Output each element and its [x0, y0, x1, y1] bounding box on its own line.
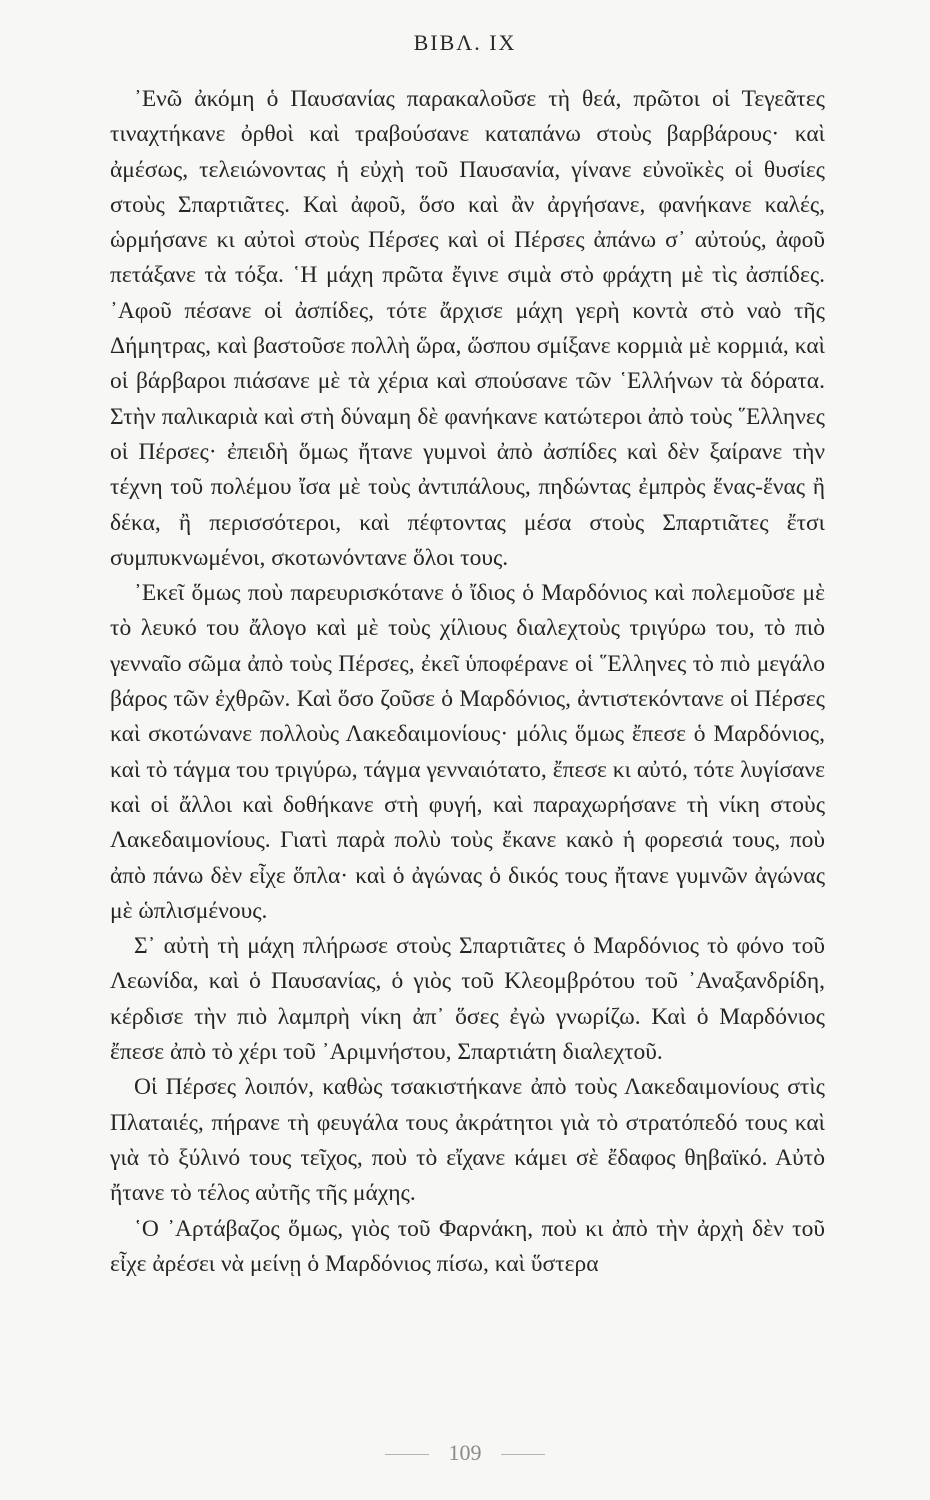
paragraph-1: ᾿Ενῶ ἀκόμη ὁ Παυσανίας παρακαλοῦσε τὴ θεά, πρῶτοι οἱ Τεγεᾶτες τιναχτήκανε ὀρθοὶ καὶ τραβούσανε καταπάνω στοὺς βαρβάρους· καὶ ἀμέσως, τελειώνοντας ἡ εὐχὴ τοῦ Παυσανία, γίνανε εὐνοϊκὲς οἱ θυσίες στοὺς Σπαρτιᾶτες. Καὶ ἀφοῦ, ὅσο καὶ ἂν ἀργήσανε, φανήκανε καλές, ὡρμήσανε κι αὐτοὶ στοὺς Πέρσες καὶ οἱ Πέρσες ἀπάνω σ᾿ αὐτούς, ἀφοῦ πετάξανε τὰ τόξα. ῾Η μάχη πρῶτα ἔγινε σιμὰ στὸ φράχτη μὲ τὶς ἀσπίδες. ᾿Αφοῦ πέσανε οἱ ἀσπίδες, τότε ἄρχισε μάχη γερὴ κοντὰ στὸ ναὸ τῆς Δήμητρας, καὶ βαστοῦσε πολλὴ ὥρα, ὥσπου σμίξανε κορμιὰ μὲ κορμιά, καὶ οἱ βάρβαροι πιάσανε μὲ τὰ χέρια καὶ σπούσανε τῶν ῾Ελλήνων τὰ δόρατα. Στὴν παλικαριὰ καὶ στὴ δύναμη δὲ φανήκανε κατώτεροι ἀπὸ τοὺς ῞Ελληνες οἱ Πέρσες· ἐπειδὴ ὅμως ἤτανε γυμνοὶ ἀπὸ ἀσπίδες καὶ δὲν ξαίρανε τὴν τέχνη τοῦ πολέμου ἴσα μὲ τοὺς ἀντιπάλους, πηδώντας ἐμπρὸς ἕνας-ἕνας ἢ δέκα, ἢ περισσότεροι, καὶ πέφτοντας μέσα στοὺς Σπαρτιᾶτες ἔτσι συμπυκνωμένοι, σκοτωνόντανε ὅλοι τους.	[110, 86, 825, 571]
paragraph-3: Σ᾿ αὐτὴ τὴ μάχη πλήρωσε στοὺς Σπαρτιᾶτες ὁ Μαρδόνιος τὸ φόνο τοῦ Λεωνίδα, καὶ ὁ Παυσανίας, ὁ γιὸς τοῦ Κλεομβρότου τοῦ ᾿Αναξανδρίδη, κέρδισε τὴν πιὸ λαμπρὴ νίκη ἀπ᾿ ὅσες ἐγὼ γνωρίζω. Καὶ ὁ Μαρδόνιος ἔπεσε ἀπὸ τὸ χέρι τοῦ ᾿Αριμνήστου, Σπαρτιάτη διαλεχτοῦ.	[110, 933, 825, 1066]
paragraph-4: Οἱ Πέρσες λοιπόν, καθὼς τσακιστήκανε ἀπὸ τοὺς Λακεδαιμονίους στὶς Πλαταιές, πήρανε τὴ φευγάλα τους ἀκράτητοι γιὰ τὸ στρατόπεδό τους καὶ γιὰ τὸ ξύλινό τους τεῖχος, ποὺ τὸ εἴχανε κάμει σὲ ἔδαφος θηβαϊκό. Αὐτὸ ἤτανε τὸ τέλος αὐτῆς τῆς μάχης.	[110, 1074, 825, 1207]
folio-dash-right	[501, 1454, 545, 1455]
paragraph-5: ῾Ο ᾿Αρτάβαζος ὅμως, γιὸς τοῦ Φαρνάκη, ποὺ κι ἀπὸ τὴν ἀρχὴ δὲν τοῦ εἶχε ἀρέσει νὰ μείνῃ ὁ Μαρδόνιος πίσω, καὶ ὕστερα	[110, 1215, 825, 1277]
body-text	[110, 82, 825, 1282]
page-number: 109	[448, 1440, 482, 1465]
page-footer	[0, 1440, 930, 1466]
folio-dash-left	[385, 1454, 429, 1455]
running-head: ΒΙΒΛ. IX	[413, 30, 517, 55]
paragraph-2: ᾿Εκεῖ ὅμως ποὺ παρευρισκότανε ὁ ἴδιος ὁ Μαρδόνιος καὶ πολεμοῦσε μὲ τὸ λευκό του ἄλογο καὶ μὲ τοὺς χίλιους διαλεχτοὺς τριγύρω του, τὸ πιὸ γενναῖο σῶμα ἀπὸ τοὺς Πέρσες, ἐκεῖ ὑποφέρανε οἱ ῞Ελληνες τὸ πιὸ μεγάλο βάρος τῶν ἐχθρῶν. Καὶ ὅσο ζοῦσε ὁ Μαρδόνιος, ἀντιστεκόντανε οἱ Πέρσες καὶ σκοτώνανε πολλοὺς Λακεδαιμονίους· μόλις ὅμως ἔπεσε ὁ Μαρδόνιος, καὶ τὸ τάγμα του τριγύρω, τάγμα γενναιότατο, ἔπεσε κι αὐτό, τότε λυγίσανε καὶ οἱ ἄλλοι καὶ δοθήκανε στὴ φυγή, καὶ παραχωρήσανε τὴ νίκη στοὺς Λακεδαιμονίους. Γιατὶ παρὰ πολὺ τοὺς ἔκανε κακὸ ἡ φορεσιά τους, ποὺ ἀπὸ πάνω δὲν εἶχε ὅπλα· καὶ ὁ ἀγώνας ὁ δικός τους ἤτανε γυμνῶν ἀγώνας μὲ ὡπλισμένους.	[110, 580, 825, 924]
